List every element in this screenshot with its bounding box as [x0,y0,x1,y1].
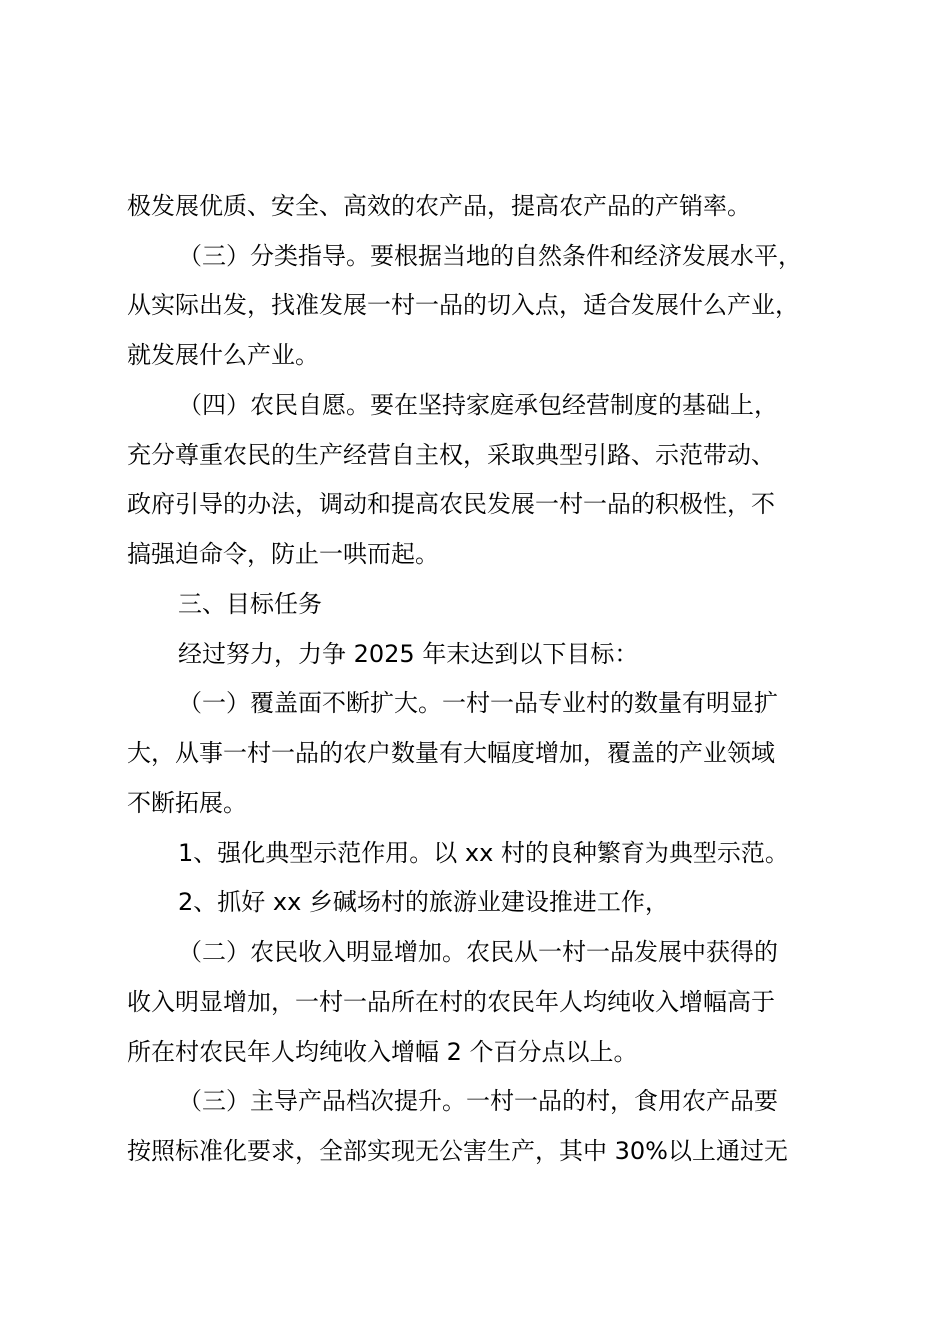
paragraph-line: 不断拓展。 [127,789,247,817]
paragraph-line: （三）分类指导。要根据当地的自然条件和经济发展水平， [178,242,802,270]
paragraph-line: 按照标准化要求，全部实现无公害生产，其中 30%以上通过无 [127,1137,788,1165]
section-heading: 三、目标任务 [178,590,322,618]
paragraph-line: 大，从事一村一品的农户数量有大幅度增加，覆盖的产业领域 [127,739,775,767]
paragraph-line: 收入明显增加，一村一品所在村的农民年人均纯收入增幅高于 [127,988,775,1016]
list-item: 1、强化典型示范作用。以 xx 村的良种繁育为典型示范。 [178,839,789,867]
paragraph-line: 经过努力，力争 2025 年末达到以下目标： [178,640,639,668]
paragraph-line: 极发展优质、安全、高效的农产品，提高农产品的产销率。 [127,192,751,220]
paragraph-line: 所在村农民年人均纯收入增幅 2 个百分点以上。 [127,1038,638,1066]
paragraph-line: 充分尊重农民的生产经营自主权，采取典型引路、示范带动、 [127,441,775,469]
list-item: 2、抓好 xx 乡碱场村的旅游业建设推进工作， [178,888,669,916]
paragraph-line: （三）主导产品档次提升。一村一品的村，食用农产品要 [178,1087,778,1115]
paragraph-line: （四）农民自愿。要在坚持家庭承包经营制度的基础上， [178,391,778,419]
paragraph-line: 搞强迫命令，防止一哄而起。 [127,540,439,568]
paragraph-line: （一）覆盖面不断扩大。一村一品专业村的数量有明显扩 [178,689,778,717]
paragraph-line: 政府引导的办法，调动和提高农民发展一村一品的积极性，不 [127,490,775,518]
paragraph-line: （二）农民收入明显增加。农民从一村一品发展中获得的 [178,938,778,966]
paragraph-line: 就发展什么产业。 [127,341,319,369]
paragraph-line: 从实际出发，找准发展一村一品的切入点，适合发展什么产业， [127,291,799,319]
